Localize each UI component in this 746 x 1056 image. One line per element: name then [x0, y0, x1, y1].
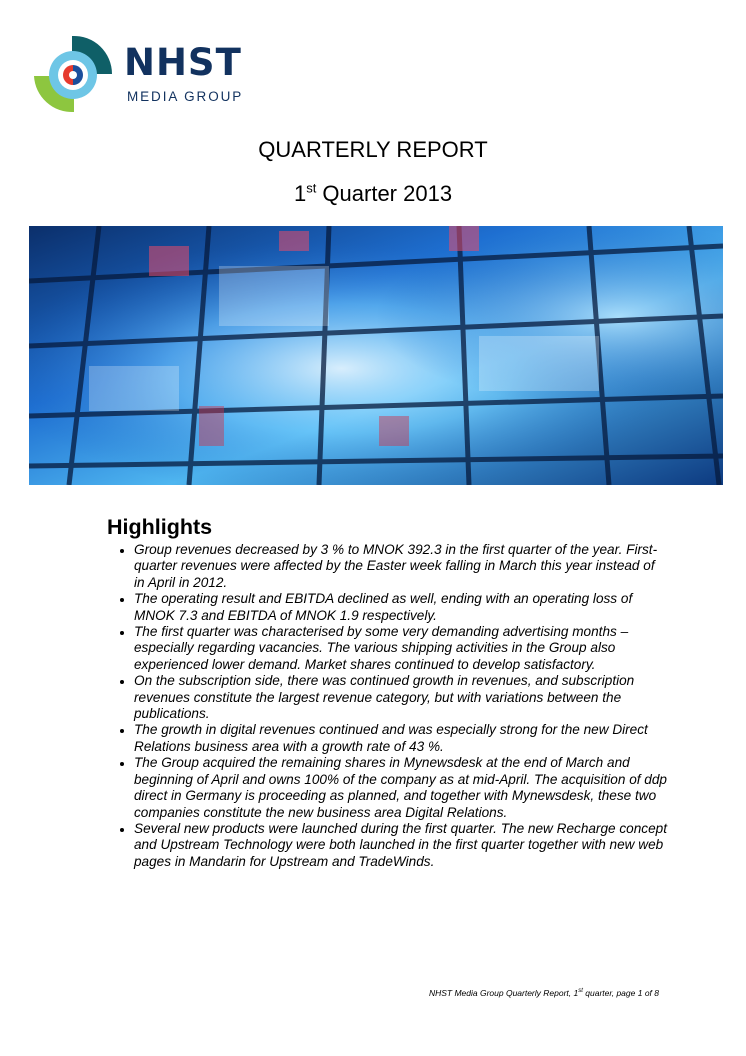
footer-superscript: st [578, 988, 583, 995]
list-item: • The growth in digital revenues continued and was especially strong for the new Direct Relations business area with a growth rate of 43 %. [134, 722, 667, 755]
list-item: • The first quarter was characterised by some very demanding advertising months – especially regarding vacancies. The various shipping activities in the Group also experienced lower demand. Market shares continued to develop satisfactory. [134, 624, 667, 673]
logo-name: NHST [124, 41, 242, 84]
nhst-logo [30, 32, 270, 114]
abstract-blue-screens-photo [29, 226, 723, 485]
highlights-section [107, 514, 667, 870]
highlights-list [107, 542, 667, 870]
list-item: • Several new products were launched during the first quarter. The new Recharge concept and Upstream Technology were both launched in the first quarter together with new web pages in Mandarin for Upstream and TradeWinds. [134, 821, 667, 870]
page-footer [429, 988, 659, 998]
quarter-text: Quarter 2013 [316, 181, 453, 206]
logo-subtitle: MEDIA GROUP [127, 89, 244, 104]
highlights-heading: Highlights [107, 515, 213, 539]
report-title: QUARTERLY REPORT [258, 137, 488, 162]
list-item: • On the subscription side, there was continued growth in revenues, and subscription revenues constitute the largest revenue category, but with variations between the publications. [134, 673, 667, 722]
list-item: • The operating result and EBITDA declined as well, ending with an operating loss of MNOK 7.3 and EBITDA of MNOK 1.9 respectively. [134, 591, 667, 624]
footer-prefix: NHST Media Group Quarterly Report, 1 [428, 988, 579, 998]
report-quarter [0, 181, 746, 207]
quarter-superscript: st [306, 180, 317, 196]
nhst-target-icon [30, 32, 116, 114]
quarter-number: 1 [293, 181, 307, 206]
list-item: • Group revenues decreased by 3 % to MNOK 392.3 in the first quarter of the year. First-quarter revenues were affected by the Easter week falling in March this year instead of in April in 2012. [134, 542, 667, 591]
footer-suffix: quarter, page 1 of 8 [582, 988, 659, 998]
list-item: • The Group acquired the remaining shares in Mynewsdesk at the end of March and beginning of April and owns 100% of the company as at mid-April. The acquisition of ddp direct in Germany is proceeding as planned, and together with Mynewsdesk, these two companies constitute the new business area Digital Relations. [134, 755, 667, 821]
